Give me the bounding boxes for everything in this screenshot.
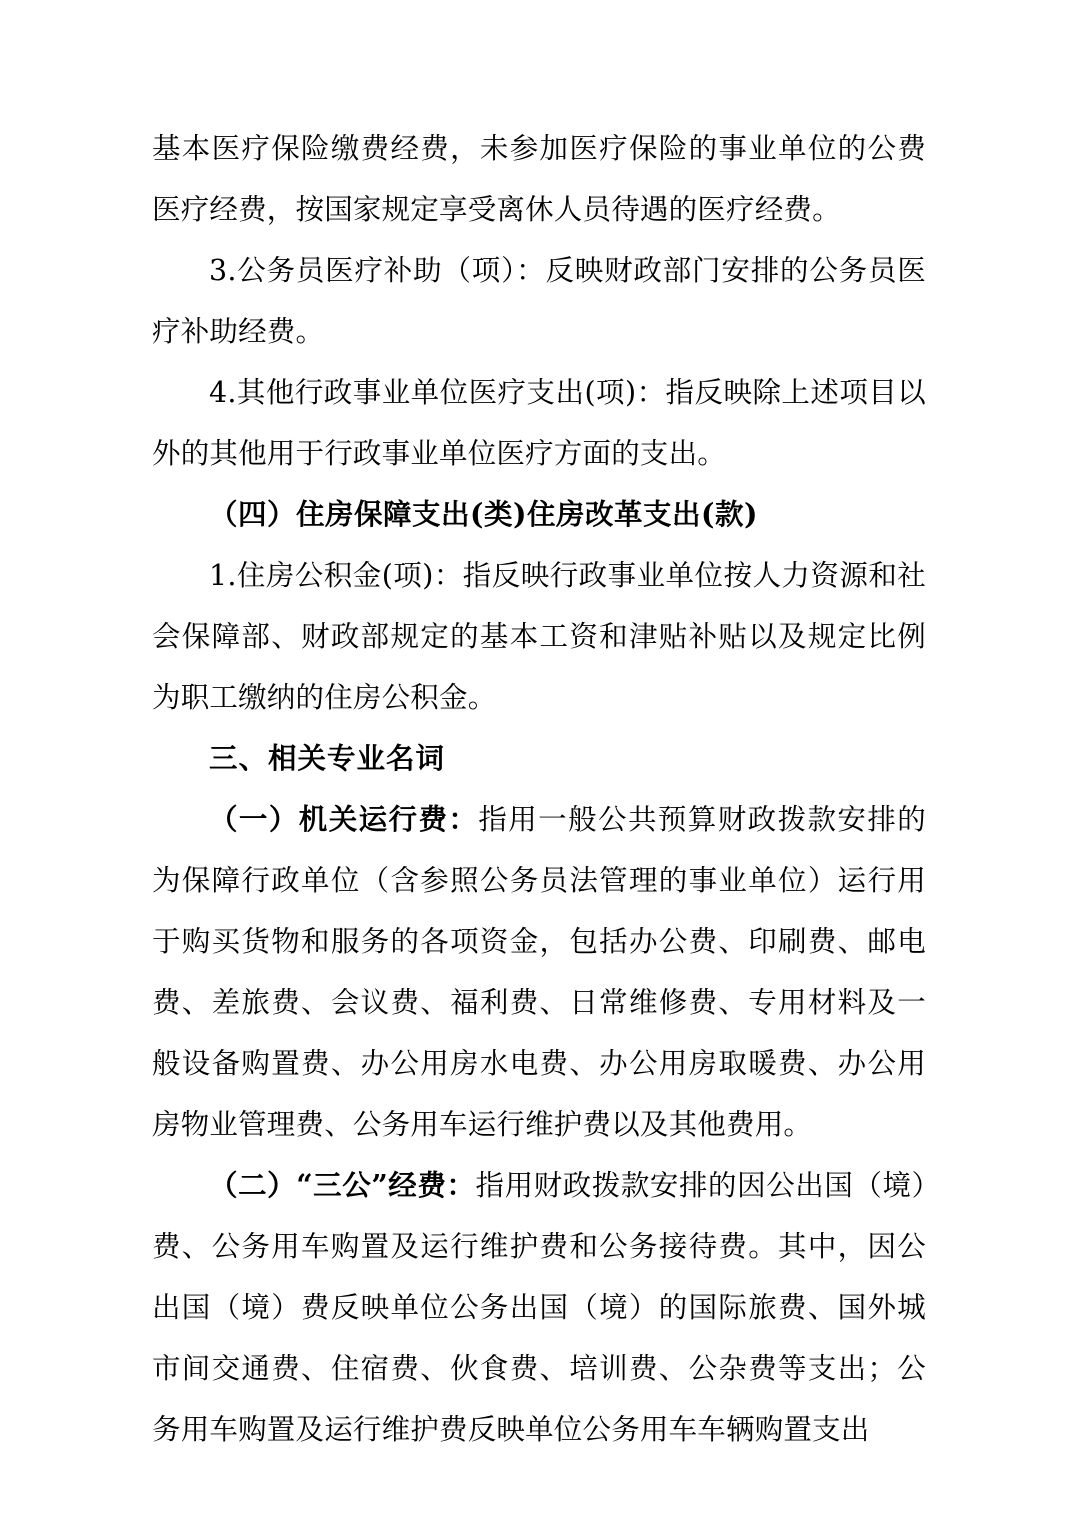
paragraph-item-1-housing-provident-fund: 1.住房公积金(项)：指反映行政事业单位按人力资源和社会保障部、财政部规定的基本工资和津贴补贴以及规定比例为职工缴纳的住房公积金。 bbox=[152, 559, 926, 714]
paragraph-basic-medical-insurance: 基本医疗保险缴费经费，未参加医疗保险的事业单位的公费医疗经费，按国家规定享受离休人员待遇的医疗经费。 bbox=[152, 132, 926, 226]
term-2-label: （二）“三公”经费： bbox=[209, 1168, 476, 1202]
paragraph-item-3-civil-servant-medical-subsidy: 3.公务员医疗补助（项）：反映财政部门安排的公务员医疗补助经费。 bbox=[152, 254, 926, 348]
term-2-text: 指用财政拨款安排的因公出国（境）费、公务用车购置及运行维护费和公务接待费。其中，因公出国（境）费反映单位公务出国（境）的国际旅费、国外城市间交通费、住宿费、伙食费、培训费、公杂费等支出；公务用车购置及运行维护费反映单位公务用车车辆购置支出 bbox=[152, 1169, 927, 1446]
term-1-text: 指用一般公共预算财政拨款安排的为保障行政单位（含参照公务员法管理的事业单位）运行用于购买货物和服务的各项资金，包括办公费、印刷费、邮电费、差旅费、会议费、福利费、日常维修费、专用材料及一般设备购置费、办公用房水电费、办公用房取暖费、办公用房物业管理费、公务用车运行维护费以及其他费用。 bbox=[152, 803, 926, 1141]
term-1-label: （一）机关运行费： bbox=[209, 802, 479, 836]
paragraph-term-1-agency-operating-expenses bbox=[152, 789, 926, 1155]
heading-4-housing-security-expenditure: （四）住房保障支出(类)住房改革支出(款) bbox=[209, 497, 758, 531]
heading-section-3-related-terms: 三、相关专业名词 bbox=[209, 741, 446, 775]
paragraph-term-2-three-public-expenses bbox=[152, 1155, 926, 1460]
document-body bbox=[152, 118, 926, 1460]
paragraph-item-4-other-medical-expenditure: 4.其他行政事业单位医疗支出(项)：指反映除上述项目以外的其他用于行政事业单位医疗方面的支出。 bbox=[152, 376, 926, 470]
